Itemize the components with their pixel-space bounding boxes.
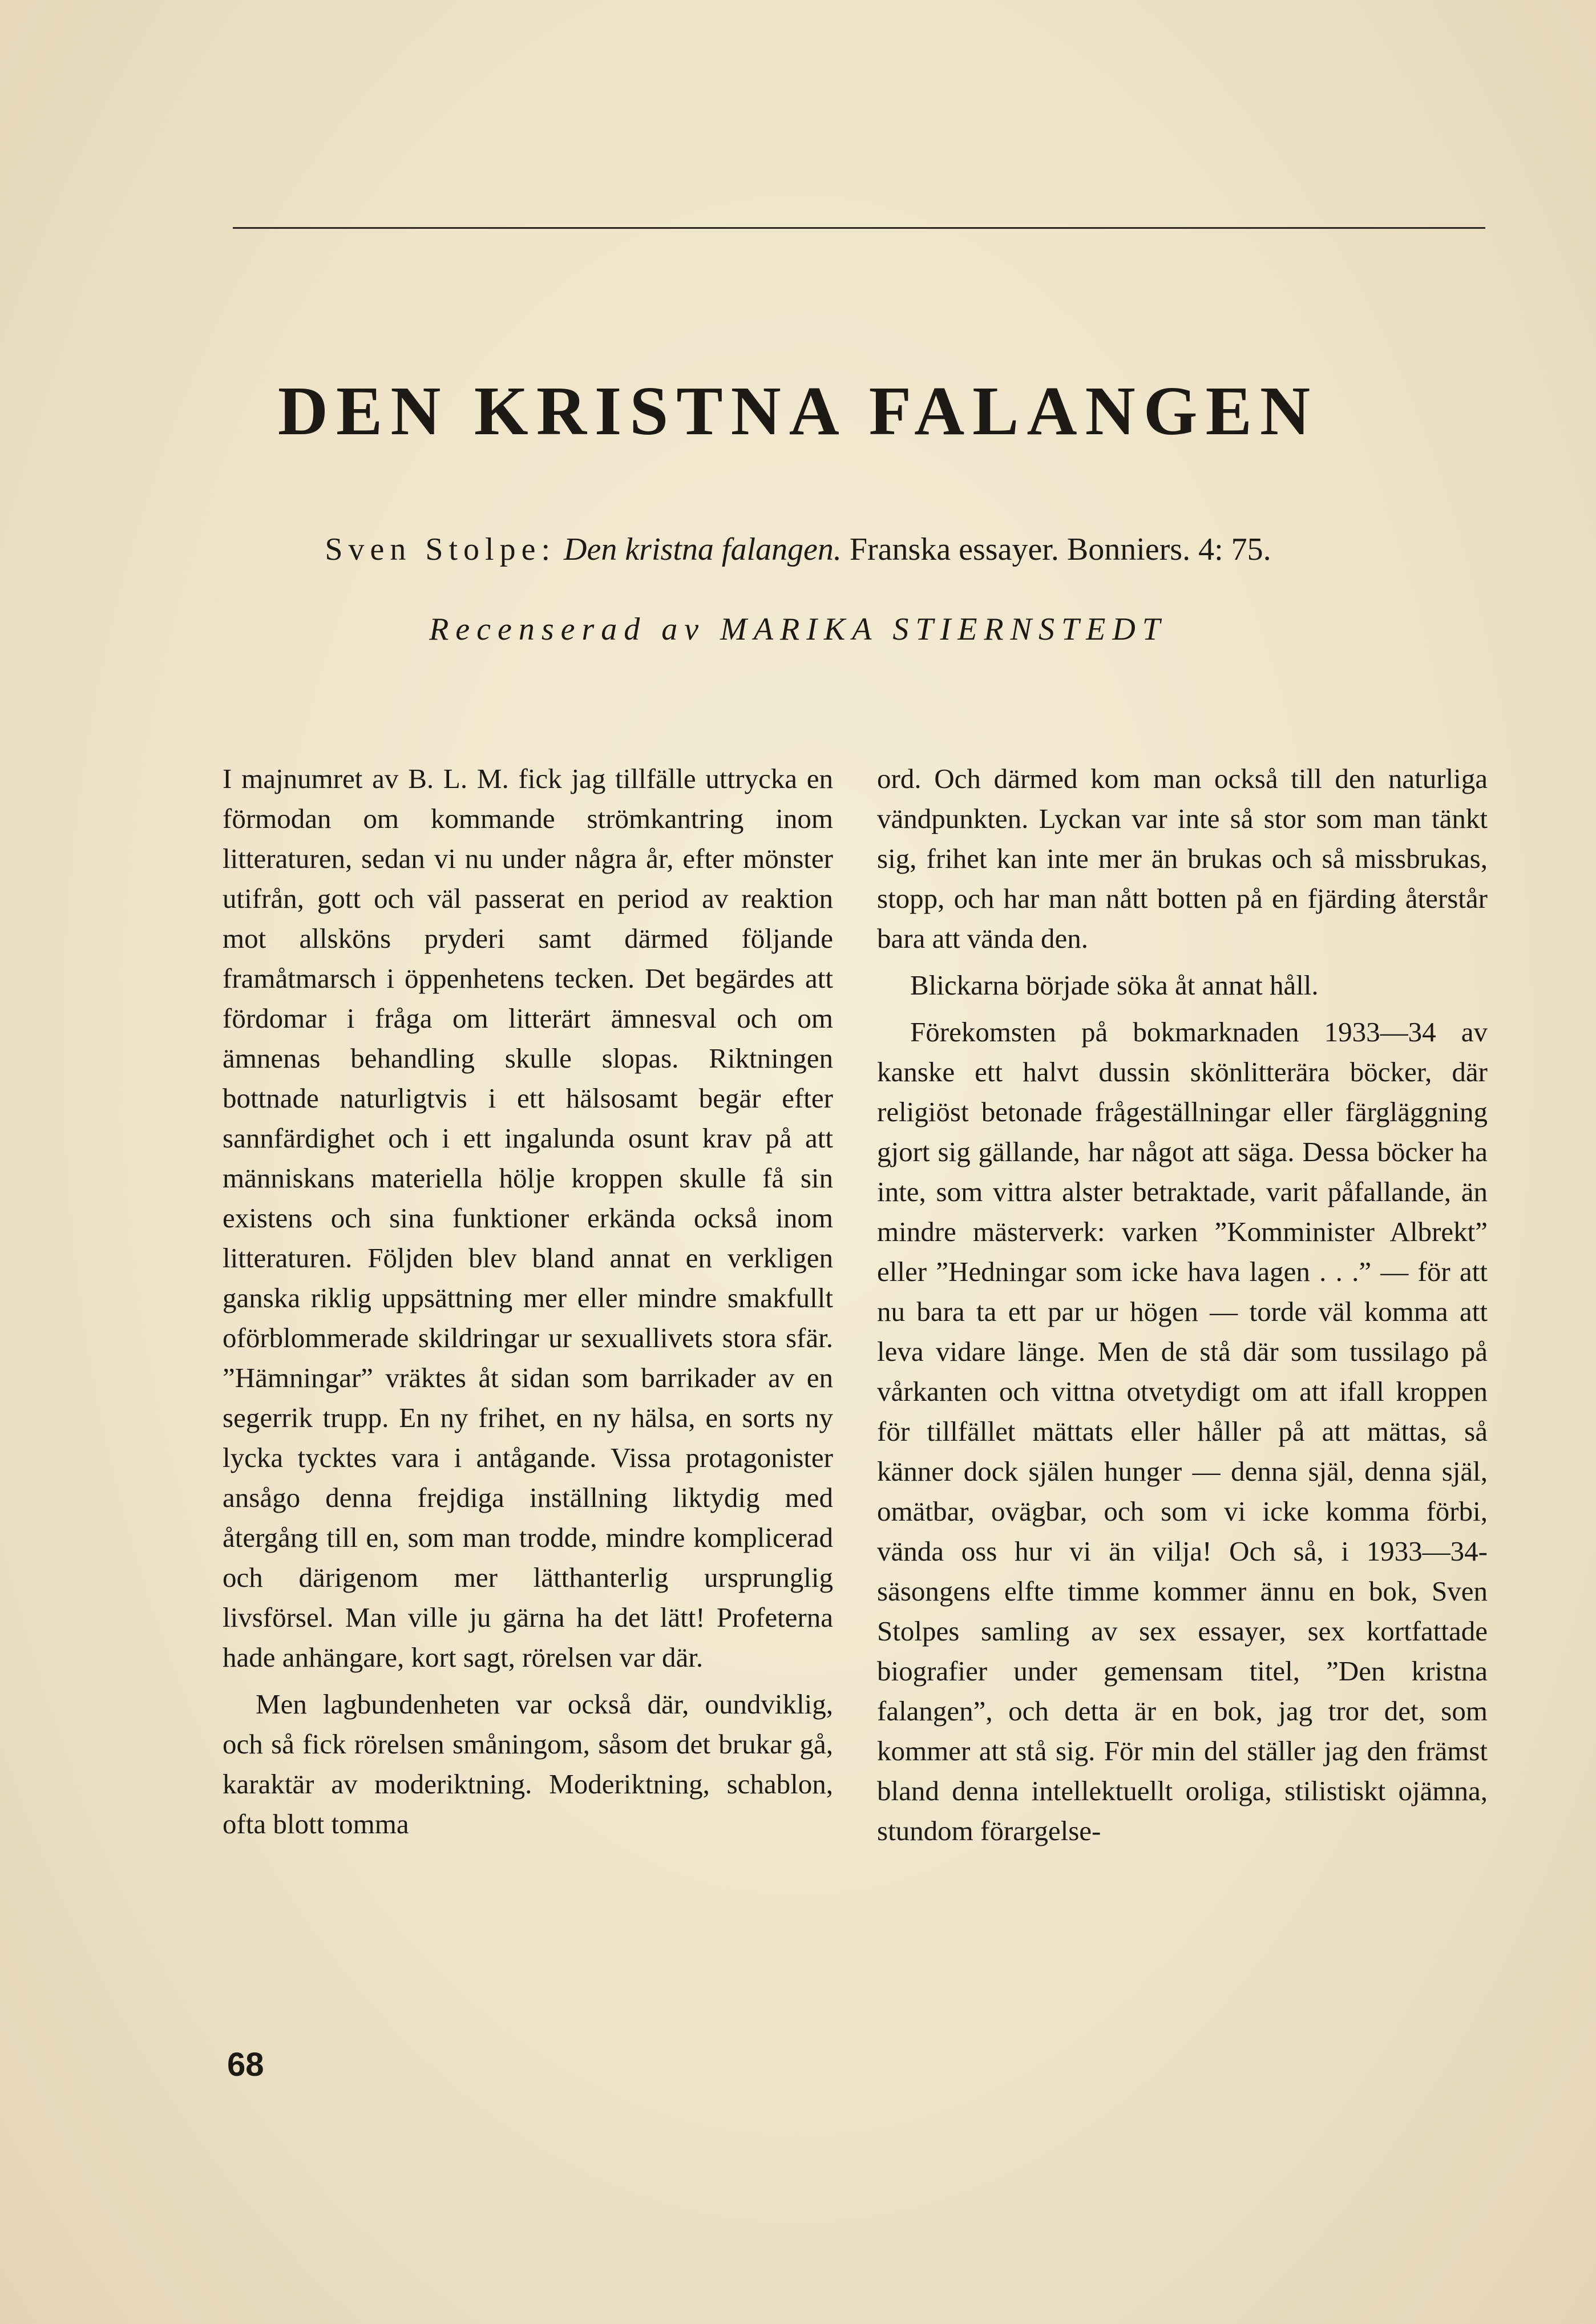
paragraph: Men lagbundenheten var också där, oundviklig, och så fick rörelsen småningom, såsom det brukar gå, karaktär av moderiktning. Moderiktning, schablon, ofta blott tomma [223, 1688, 833, 1840]
byline-book-title: Den kristna falangen. [564, 532, 842, 567]
paragraph: Blickarna började söka åt annat håll. [910, 969, 1319, 1001]
byline-author: Sven Stolpe: [325, 532, 556, 567]
text-column-left [223, 759, 833, 1851]
page-number: 68 [227, 2046, 264, 2083]
byline-details: Franska essayer. Bonniers. 4: 75. [849, 532, 1271, 567]
header-rule [233, 227, 1485, 229]
reviewer-line: Recenserad av MARIKA STIERNSTEDT [429, 612, 1167, 647]
paragraph: ord. Och därmed kom man också till den naturliga vändpunkten. Lyckan var inte så stor som man tänkt sig, frihet kan inte mer än brukas och så missbrukas, stopp, och har man nått botten på en fjärding återstår bara att vända den. [877, 763, 1488, 954]
paragraph: Förekomsten på bokmarknaden 1933—34 av kanske ett halvt dussin skönlitterära böcker, där religiöst betonade frågeställningar eller färgläggning gjort sig gällande, har något att säga. Dessa böcker ha inte, som vittra alster betraktade, varit påfallande, än mindre mästerverk: varken ”Komminister Albrekt” eller ”Hedningar som icke hava lagen . . .” — för att nu bara ta ett par ur högen — torde väl komma att leva vidare länge. Men de stå där som tussilago på vårkanten och vittna otvetydigt om att ifall kroppen för tillfället mättats eller håller på att mättas, så känner dock själen hunger — denna själ, denna själ, omätbar, ovägbar, och som vi icke komma förbi, vända oss hur vi än vilja! Och så, i 1933—34-säsongens elfte timme kommer ännu en bok, Sven Stolpes samling av sex essayer, sex kortfattade biografier under gemensam titel, ”Den kristna falangen”, och detta är en bok, jag tror det, som kommer att stå sig. För min del ställer jag den främst bland denna intellektuellt oroliga, stilistiskt ojämna, stundom förargelse- [877, 1016, 1488, 1846]
text-column-right [877, 759, 1488, 1858]
article-title: DEN KRISTNA FALANGEN [277, 373, 1319, 450]
paragraph: I majnumret av B. L. M. fick jag tillfälle uttrycka en förmodan om kommande strömkantring inom litteraturen, sedan vi nu under några år, efter mönster utifrån, gott och väl passerat en period av reaktion mot allsköns pryderi samt därmed följande framåtmarsch i öppenhetens tecken. Det begärdes att fördomar i fråga om litterärt ämnesval och om ämnenas behandling skulle slopas. Riktningen bottnade naturligtvis i ett hälsosamt begär efter sannfärdighet och i ett ingalunda osunt krav på att människans materiella hölje kroppen skulle få sin existens och sina funktioner erkända också inom litteraturen. Följden blev bland annat en verkligen ganska riklig uppsättning mer eller mindre smakfullt oförblommerade skildringar ur sexuallivets stora sfär. ”Hämningar” vräktes åt sidan som barrikader av en segerrik trupp. En ny frihet, en ny hälsa, en sorts ny lycka tycktes vara i antågande. Vissa protagonister ansågo denna frejdiga inställning liktydig med återgång till en, som man trodde, mindre komplicerad och därigenom mer lätthanterlig ursprunglig livsförsel. Man ville ju gärna ha det lätt! Profeterna hade anhängare, kort sagt, rörelsen var där. [223, 763, 833, 1673]
book-byline [0, 533, 1596, 565]
